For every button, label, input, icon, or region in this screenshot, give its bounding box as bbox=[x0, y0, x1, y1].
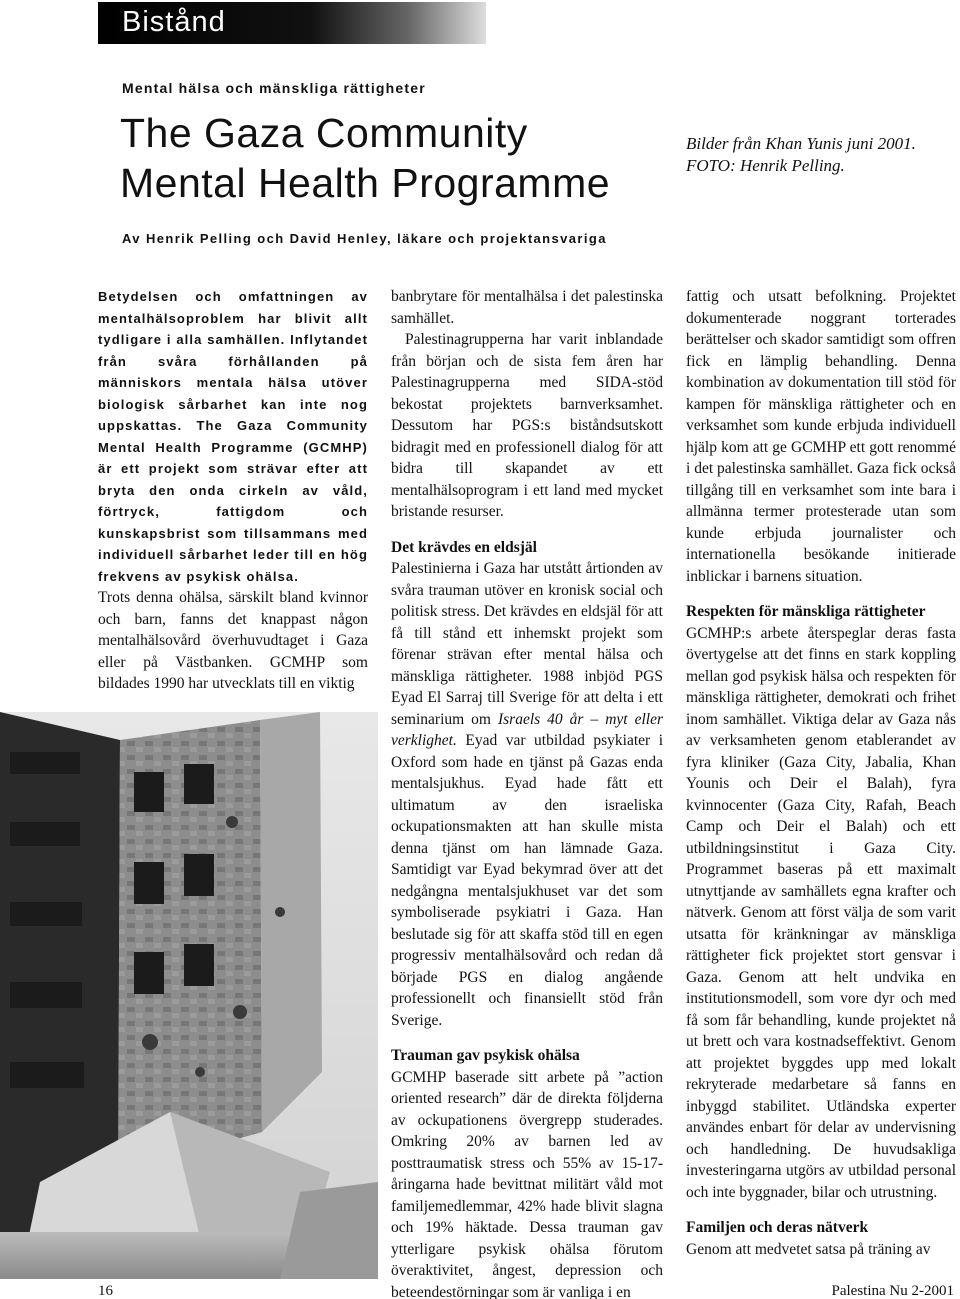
col2-paragraph-3b: Eyad var utbildad psykiater i Oxford som hade en tjänst på Gazas enda mentalsjukhus. Eyad hade fått ett ultimatum av den israeliska ockupationsmakten att han skulle mista denna tjänst om han lämnade Gaza. Samtidigt var Eyad bekymrad över att det nedgångna mentalsjukhuset var det som symboliserade psykiatri i Gaza. Han beslutade sig för att skaffa stöd till en egen progressiv mentalhälsovård och redan då började PGS en dialog angående professionellt och finansiellt stöd från Sverige. bbox=[391, 732, 663, 1029]
col2-paragraph-3a: Palestinierna i Gaza har utstått årtionden av svåra trauman utöver en kronisk social och politisk stress. Det krävdes en eldsjäl för att få till stånd ett inhemskt projekt som förenar strävan efter mental hälsa och mänskliga rättigheter. 1988 inbjöd PGS Eyad El Sarraj till Sverige för att delta i ett seminarium om bbox=[391, 560, 663, 728]
article-kicker: Mental hälsa och mänskliga rättigheter bbox=[122, 80, 426, 96]
column-1 bbox=[98, 286, 368, 695]
column-2 bbox=[391, 286, 663, 1299]
col3-paragraph-1: fattig och utsatt befolkning. Projektet dokumenterade noggrant torterades berättelser och skador samtidigt som offren fick en lämplig behandling. Denna kombination av dokumentation till stöd för kampen för mänskliga rättigheter och en verksamhet som kunde erbjuda individuell hjälp kom att ge GCMHP ett gott renommé i det palestinska samhället. Gaza fick också tillgång till en verksamhet som inte bara i allmänna termer protesterade utan som kunde erbjuda journalister och internationella besökande initierade inblickar i barnens situation. bbox=[686, 288, 956, 585]
section-title: Bistånd bbox=[122, 6, 226, 38]
photo-caption-credit: FOTO: Henrik Pelling. bbox=[686, 156, 845, 175]
publication-name: Palestina Nu 2-2001 bbox=[831, 1283, 954, 1299]
col3-paragraph-3: Genom att medvetet satsa på träning av bbox=[686, 1240, 931, 1258]
subhead-respekten: Respekten för mänskliga rättigheter bbox=[686, 603, 926, 620]
headline-line-2: Mental Health Programme bbox=[120, 160, 611, 206]
subhead-familjen: Familjen och deras nätverk bbox=[686, 1219, 869, 1236]
article-headline bbox=[120, 108, 680, 208]
subhead-trauman: Trauman gav psykisk ohälsa bbox=[391, 1047, 580, 1064]
col2-paragraph-2: Palestinagrupperna har varit inblandade från början och de sista fem åren har Palestinagrupperna med SIDA-stöd bekostat projektets barnverksamhet. Dessutom har PGS:s biståndsutskott bidragit med en professionell dialog för att bidra till skapandet av ett mentalhälsoprogram i ett land med mycket bristande resurser. bbox=[391, 331, 663, 520]
page-number: 16 bbox=[98, 1283, 113, 1299]
col2-paragraph-1: banbrytare för mentalhälsa i det palestinska samhället. bbox=[391, 288, 663, 327]
seminar-title: Israels 40 år – myt eller verklighet. bbox=[391, 710, 663, 749]
article-photo bbox=[0, 712, 378, 1279]
lead-paragraph: Betydelsen och omfattningen av mentalhälsoproblem har blivit allt tydligare i alla samhällen. Inflytandet från svåra förhållanden på människors mentala hälsa utöver biologisk sårbarhet kan inte nog uppskattas. The Gaza Community Mental Health Programme (GCMHP) är ett projekt som strävar efter att bryta den onda cirkeln av våld, förtryck, fattigdom och kunskapsbrist som tillsammans med individuell sårbarhet leder till en hög frekvens av psykisk ohälsa. bbox=[98, 289, 368, 584]
photo-caption bbox=[686, 133, 956, 177]
byline: Av Henrik Pelling och David Henley, läkare och projektansvariga bbox=[122, 231, 607, 246]
column-3 bbox=[686, 286, 956, 1260]
body-paragraph bbox=[98, 587, 368, 695]
photo-caption-line-1: Bilder från Khan Yunis juni 2001. bbox=[686, 134, 916, 153]
col3-paragraph-2: GCMHP:s arbete återspeglar deras fasta övertygelse att det finns en stark koppling mellan god psykisk hälsa och respekten för mänskliga rättigheter, demokrati och frihet inom samhället. Viktiga delar av Gaza nås av verksamheten genom etablerandet av fyra kliniker (Gaza City, Jabalia, Khan Younis och Deir el Balah), fyra kvinnocenter (Gaza City, Rafah, Beach Camp och Deir el Balah) och ett utbildningsinstitut i Gaza City. Programmet baseras på ett maximalt utnyttjande av samhällets egna krafter och nätverk. Genom att först välja de som varit utsatta för kränkningar av mänskliga rättigheter fick projektet stort gensvar i Gaza. Genom att helt undvika en institutionsmodell, som vore dyr och med få som får behandling, kunde projektet nå ut brett och vara kostnadseffektivt. Genom att projektet byggdes upp med lokalt rekryterade medarbetare så fanns en inbyggd stabilitet. Utländska experter användes enbart för delar av undervisning och handledning. De huvudsakliga investeringarna utgörs av utbildad personal och inte byggnader, bilar och utrustning. bbox=[686, 624, 956, 1201]
col1-body: Trots denna ohälsa, särskilt bland kvinnor och barn, fanns det knappast någon mentalhälsovård överhuvudtaget i Gaza eller på Västbanken. GCMHP som bildades 1990 har utvecklats till en viktig bbox=[98, 589, 368, 692]
col2-paragraph-3 bbox=[391, 558, 663, 1031]
col2-paragraph-4: GCMHP baserade sitt arbete på ”action oriented research” där de direkta följderna av ockupationens övergrepp studerades. Omkring 20% av barnen led av posttraumatisk stress och 55% av 15-17-åringarna hade bevittnat militärt våld mot familjemedlemmar, 42% hade blivit slagna och 19% häktade. Dessa trauman gav ytterligare psykisk ohälsa förutom överaktivitet, ångest, depression och beteendestörningar som är vanliga i en bbox=[391, 1068, 663, 1299]
subhead-eldsjal: Det krävdes en eldsjäl bbox=[391, 538, 537, 556]
headline-line-1: The Gaza Community bbox=[120, 110, 528, 156]
damaged-building-photo bbox=[0, 712, 378, 1279]
